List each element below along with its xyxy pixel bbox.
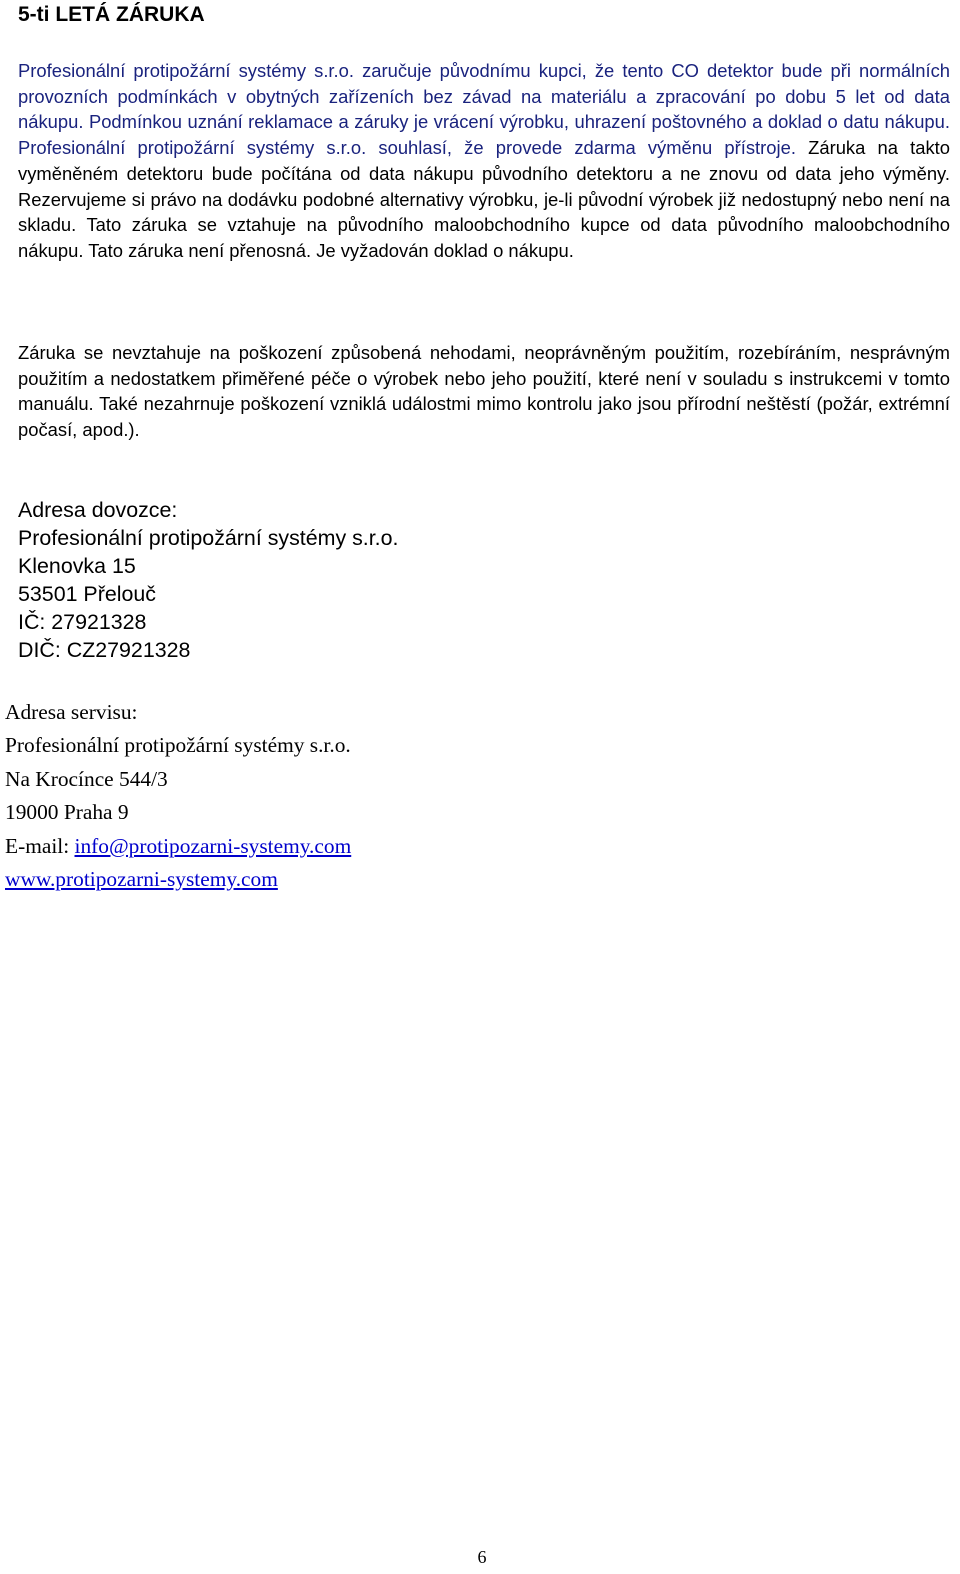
service-address-block <box>5 696 351 896</box>
service-email-label: E-mail: <box>5 833 75 858</box>
warranty-paragraph-blue-text: Profesionální protipožární systémy s.r.o. zaručuje původnímu kupci, že tento CO detektor bude při normálních provozních podmínkách v obytných zařízeních bez závad na materiálu a zpracování po dobu 5 let od data nákupu. Podmínkou uznání reklamace a záruky je vrácení výrobku, uhrazení poštovného a doklad o datu nákupu. Profesionální protipožární systémy s.r.o. souhlasí, že provede zdarma výměnu přístroje. <box>18 60 950 159</box>
service-company: Profesionální protipožární systémy s.r.o. <box>5 733 351 758</box>
service-email-line <box>5 830 351 863</box>
service-website-link[interactable]: www.protipozarni-systemy.com <box>5 867 278 892</box>
importer-street: Klenovka 15 <box>18 554 136 578</box>
importer-city: 53501 Přelouč <box>18 582 156 606</box>
service-email-link[interactable]: info@protipozarni-systemy.com <box>74 833 352 858</box>
importer-dic: DIČ: CZ27921328 <box>18 638 191 662</box>
service-website-line <box>5 863 351 896</box>
importer-address-block <box>18 496 398 664</box>
service-label: Adresa servisu: <box>5 700 138 724</box>
service-city: 19000 Praha 9 <box>5 800 129 825</box>
warranty-paragraph <box>18 58 950 264</box>
importer-company: Profesionální protipožární systémy s.r.o. <box>18 526 399 550</box>
warranty-paragraph-black-text: Záruka na takto vyměněném detektoru bude počítána od data nákupu původního detektoru a ne znovu od data jeho výměny. Rezervujeme si právo na dodávku podobné alternativy výrobku, je-li původní výrobek již nedostupný nebo není na skladu. Tato záruka se vztahuje na původního maloobchodního kupce od data původního maloobchodního nákupu. Tato záruka není přenosná. Je vyžadován doklad o nákupu. <box>18 137 950 261</box>
importer-ic: IČ: 27921328 <box>18 610 147 634</box>
service-street: Na Krocínce 544/3 <box>5 766 168 791</box>
exclusions-paragraph: Záruka se nevztahuje na poškození způsobená nehodami, neoprávněným použitím, rozebíráním, nesprávným použitím a nedostatkem přiměřené péče o výrobek nebo jeho použití, které není v souladu s instrukcemi v tomto manuálu. Také nezahrnuje poškození vzniklá událostmi mimo kontrolu jako jsou přírodní neštěstí (požár, extrémní počasí, apod.). <box>18 342 950 441</box>
page-number: 6 <box>477 1547 487 1567</box>
importer-label: Adresa dovozce: <box>18 498 178 522</box>
warranty-heading: 5-ti LETÁ ZÁRUKA <box>18 3 205 26</box>
